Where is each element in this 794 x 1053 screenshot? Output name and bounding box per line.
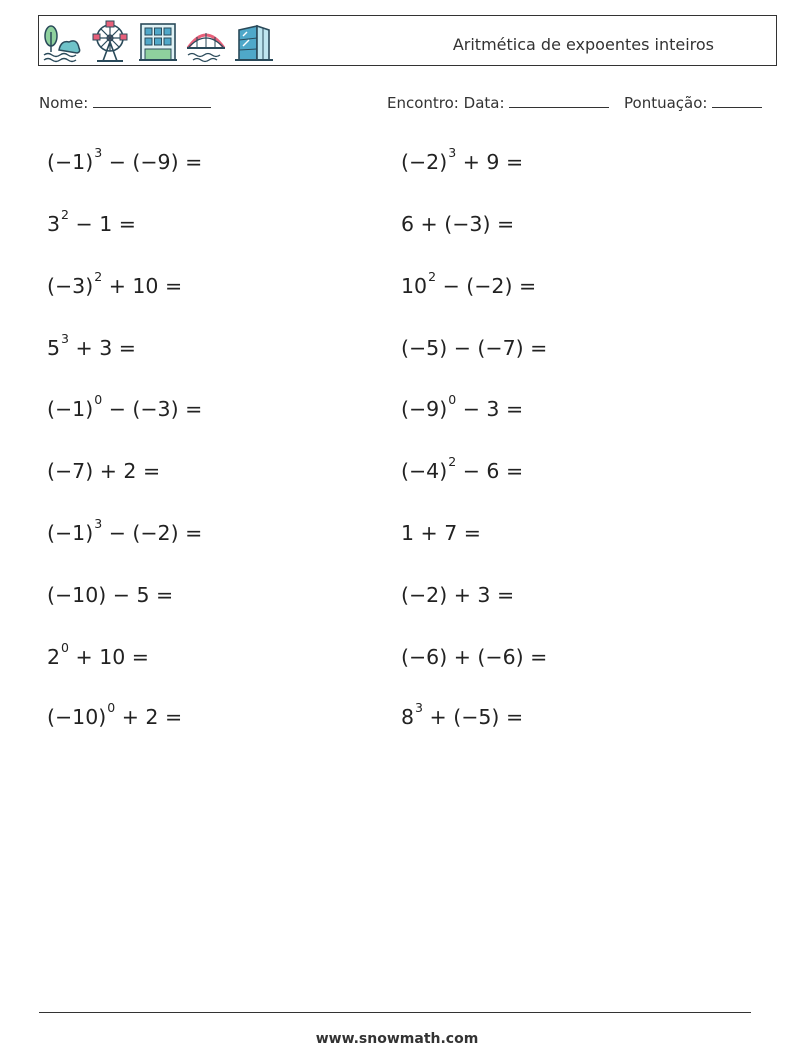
problem-base: (−6) + (−6) = [401,645,548,669]
problem-item [401,647,547,668]
problem-base: (−2) [401,150,448,174]
problem-item [47,331,136,360]
problem-item [47,700,183,729]
name-blank[interactable] [93,93,211,108]
problem-base: (−1) [47,397,94,421]
problem-rest: + 10 = [69,645,149,669]
problem-item [47,269,183,298]
problem-item [401,523,481,544]
problem-rest: + (−5) = [423,705,524,729]
problem-base: 2 [47,645,61,669]
meeting-label: Encontro: [387,94,459,112]
apartment-building-icon [137,20,179,64]
name-field [39,93,211,112]
problem-rest: + 10 = [102,274,183,298]
problem-item [47,640,149,669]
problem-base: (−7) + 2 = [47,459,161,483]
problem-rest: − (−3) = [102,397,203,421]
problem-exponent: 3 [61,331,69,346]
problem-item [47,392,203,421]
problem-item [401,700,524,729]
problem-rest: − 1 = [69,212,136,236]
problem-base: (−9) [401,397,448,421]
problem-base: 5 [47,336,61,360]
meeting-date-field [387,93,609,112]
problem-item [47,461,160,482]
ferris-wheel-icon [89,20,131,64]
problem-base: 6 + (−3) = [401,212,515,236]
problem-exponent: 3 [448,145,457,160]
problem-item [47,516,203,545]
problem-rest: − (−2) = [102,521,203,545]
problem-rest: + 2 = [115,705,183,729]
problem-base: (−10) [47,705,107,729]
problem-item [47,145,203,174]
problem-item [401,269,537,298]
problem-exponent: 0 [448,392,457,407]
problem-exponent: 0 [107,700,116,715]
score-field [624,93,762,112]
problem-rest: − 6 = [456,459,524,483]
problem-item [401,392,524,421]
problem-base: (−4) [401,459,448,483]
problem-base: 10 [401,274,428,298]
problem-base: (−10) − 5 = [47,583,174,607]
problem-base: (−1) [47,521,94,545]
problem-exponent: 3 [415,700,423,715]
problem-exponent: 2 [448,454,457,469]
problem-base: 8 [401,705,415,729]
problem-item [47,585,173,606]
problem-item [401,338,547,359]
problem-exponent: 3 [94,145,103,160]
date-label: Data: [463,94,505,112]
score-blank[interactable] [712,93,762,108]
footer-divider [39,1012,751,1013]
worksheet-title: Aritmética de expoentes inteiros [452,35,714,54]
problem-base: 3 [47,212,61,236]
problem-base: 1 + 7 = [401,521,481,545]
problem-exponent: 0 [61,640,69,655]
problem-exponent: 2 [94,269,103,284]
problem-rest: + 3 = [69,336,136,360]
trees-by-water-icon [41,20,83,64]
problem-item [401,585,514,606]
problem-item [47,207,136,236]
date-blank[interactable] [509,93,609,108]
problem-item [401,145,524,174]
score-label: Pontuação: [624,94,708,112]
problem-rest: + 9 = [456,150,524,174]
problem-exponent: 3 [94,516,103,531]
problem-base: (−1) [47,150,94,174]
problem-rest: − 3 = [456,397,524,421]
problem-item [401,214,514,235]
worksheet-header [38,15,777,66]
problem-rest: − (−2) = [436,274,537,298]
problem-exponent: 2 [428,269,437,284]
problem-base: (−5) − (−7) = [401,336,548,360]
header-icons [41,20,275,64]
name-label: Nome: [39,94,89,112]
footer-url: www.snowmath.com [315,1031,479,1047]
problem-item [401,454,524,483]
problem-base: (−2) + 3 = [401,583,515,607]
problem-exponent: 0 [94,392,103,407]
problem-rest: − (−9) = [102,150,203,174]
problem-base: (−3) [47,274,94,298]
glass-tower-icon [233,20,275,64]
problem-exponent: 2 [61,207,69,222]
arch-bridge-icon [185,20,227,64]
